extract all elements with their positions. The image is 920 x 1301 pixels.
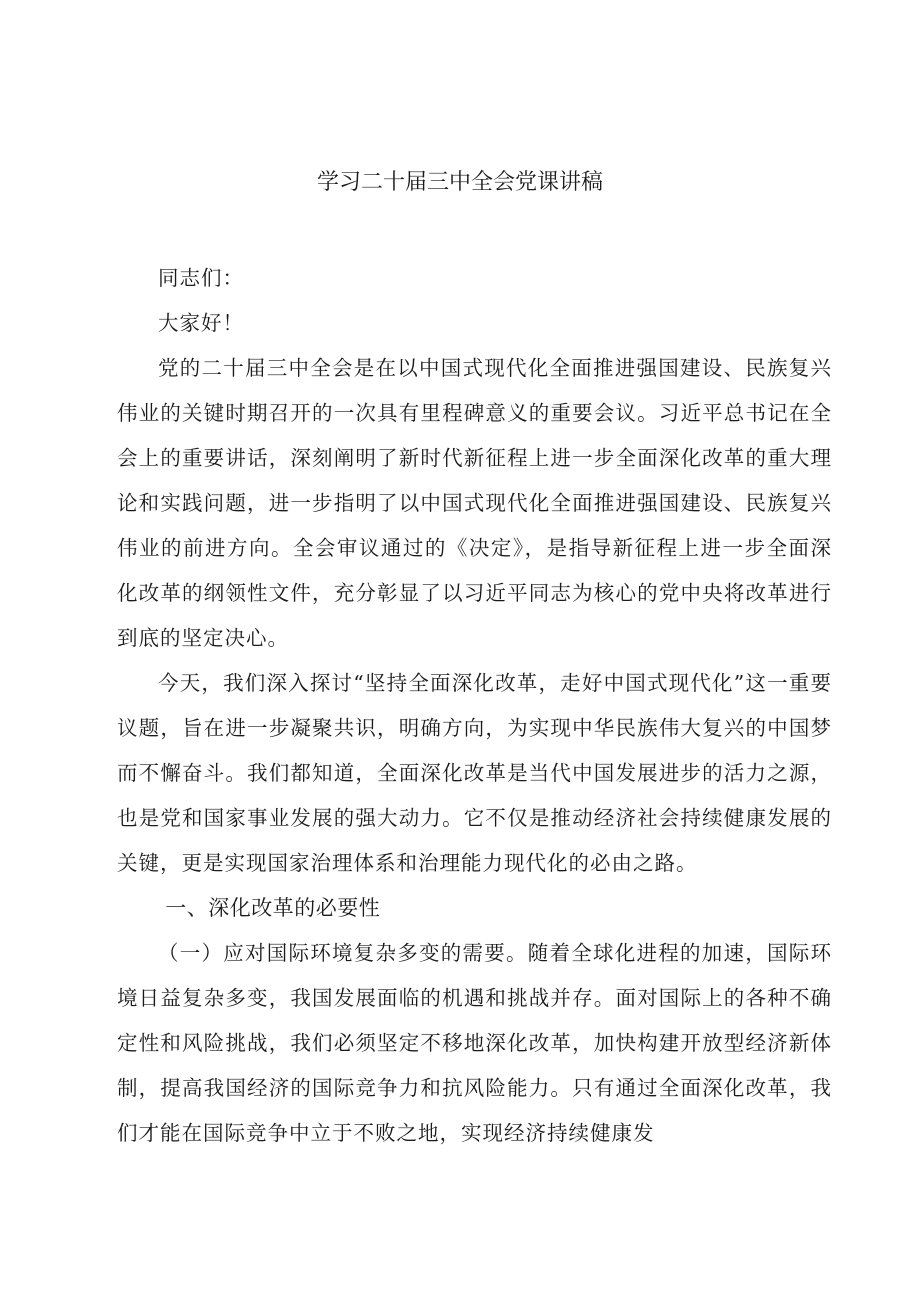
document-title: 学习二十届三中全会党课讲稿 — [316, 170, 603, 195]
greeting: 大家好！ — [158, 311, 244, 335]
document-body — [117, 256, 832, 1156]
salutation: 同志们： — [158, 266, 244, 290]
paragraph: （一）应对国际环境复杂多变的需要。随着全球化进程的加速，国际环境日益复杂多变，我国发展面临的机遇和挑战并存。面对国际上的各种不确定性和风险挑战，我们必须坚定不移地深化改革，加快构建开放型经济新体制，提高我国经济的国际竞争力和抗风险能力。只有通过全面深化改革，我们才能在国际竞争中立于不败之地，实现经济持续健康发 — [117, 941, 832, 1145]
paragraph: 党的二十届三中全会是在以中国式现代化全面推进强国建设、民族复兴伟业的关键时期召开的一次具有里程碑意义的重要会议。习近平总书记在全会上的重要讲话，深刻阐明了新时代新征程上进一步全面深化改革的重大理论和实践问题，进一步指明了以中国式现代化全面推进强国建设、民族复兴伟业的前进方向。全会审议通过的《决定》，是指导新征程上进一步全面深化改革的纲领性文件，充分彰显了以习近平同志为核心的党中央将改革进行到底的坚定决心。 — [117, 356, 832, 650]
paragraph: 今天，我们深入探讨“坚持全面深化改革，走好中国式现代化”这一重要议题，旨在进一步凝聚共识，明确方向，为实现中华民族伟大复兴的中国梦而不懈奋斗。我们都知道，全面深化改革是当代中国发展进步的活力之源，也是党和国家事业发展的强大动力。它不仅是推动经济社会持续健康发展的关键，更是实现国家治理体系和治理能力现代化的必由之路。 — [117, 671, 832, 875]
section-heading: 一、深化改革的必要性 — [165, 896, 381, 920]
